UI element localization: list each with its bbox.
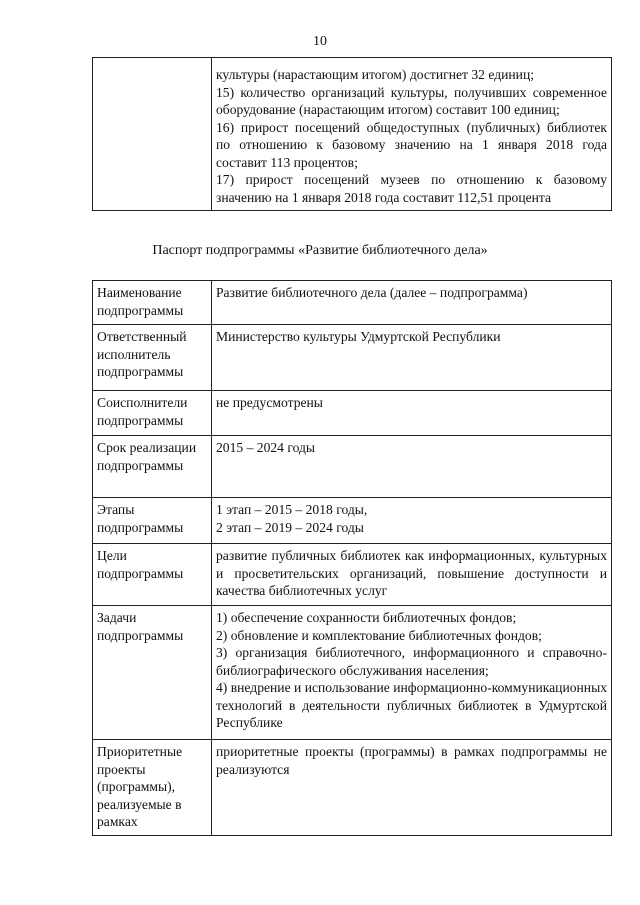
- row-content: [212, 606, 612, 740]
- row-content-line: 4) внедрение и использование информационно-коммуникационных технологий в деятельности публичных библиотек в Удмуртской Республике: [216, 680, 607, 730]
- row-content-line: Развитие библиотечного дела (далее – подпрограмма): [216, 285, 528, 300]
- row-content-line: Министерство культуры Удмуртской Республики: [216, 329, 501, 344]
- row-content: [212, 281, 612, 325]
- row-label: Цели подпрограммы: [93, 544, 212, 606]
- table-row: [93, 498, 612, 544]
- continuation-line: 17) прирост посещений музеев по отношению к базовому значению на 1 января 2018 года составит 112,51 процента: [216, 172, 607, 205]
- row-content: [212, 740, 612, 836]
- row-content: [212, 544, 612, 606]
- table-row: [93, 325, 612, 391]
- continuation-line: культуры (нарастающим итогом) достигнет 32 единиц;: [216, 67, 534, 82]
- row-label: Этапы подпрограммы: [93, 498, 212, 544]
- row-content-line: 2) обновление и комплектование библиотечных фондов;: [216, 627, 542, 643]
- row-label: Наименование подпрограммы: [93, 281, 212, 325]
- table-row: [93, 281, 612, 325]
- table-row: [93, 544, 612, 606]
- table-row: [93, 606, 612, 740]
- continuation-content-cell: [212, 58, 612, 211]
- row-content-line: 2 этап – 2019 – 2024 годы: [216, 519, 364, 535]
- row-content: [212, 436, 612, 498]
- page-number: 10: [313, 34, 327, 49]
- passport-table: [92, 280, 612, 836]
- row-content-line: развитие публичных библиотек как информационных, культурных и просветительских организаций, повышение доступности и качества библиотечных услуг: [216, 548, 607, 598]
- row-label: Задачи подпрограммы: [93, 606, 212, 740]
- row-label: Ответственный исполнитель подпрограммы: [93, 325, 212, 391]
- empty-label-cell: [93, 58, 212, 211]
- row-content: [212, 391, 612, 436]
- continuation-table: [92, 57, 612, 211]
- row-label: Приоритетные проекты (программы), реализуемые в рамках: [93, 740, 212, 836]
- row-label: Срок реализации подпрограммы: [93, 436, 212, 498]
- row-content-line: приоритетные проекты (программы) в рамках подпрограммы не реализуются: [216, 744, 607, 777]
- row-label: Соисполнители подпрограммы: [93, 391, 212, 436]
- row-content: [212, 498, 612, 544]
- table-row: [93, 391, 612, 436]
- row-content-line: 1) обеспечение сохранности библиотечных фондов;: [216, 610, 517, 625]
- row-content-line: 2015 – 2024 годы: [216, 440, 316, 455]
- row-content-line: 1 этап – 2015 – 2018 годы,: [216, 502, 368, 517]
- table-row: [93, 740, 612, 836]
- table-row: [93, 436, 612, 498]
- row-content: [212, 325, 612, 391]
- table-row: [93, 58, 612, 211]
- row-content-line: 3) организация библиотечного, информационного и справочно-библиографического обслуживания населения;: [216, 645, 607, 678]
- passport-title: Паспорт подпрограммы «Развитие библиотечного дела»: [152, 243, 488, 258]
- row-content-line: не предусмотрены: [216, 395, 323, 410]
- continuation-line: 15) количество организаций культуры, получивших современное оборудование (нарастающим итогом) составит 100 единиц;: [216, 84, 607, 117]
- continuation-line: 16) прирост посещений общедоступных (публичных) библиотек по отношению к базовому значению на 1 января 2018 года составит 113 процентов;: [216, 119, 607, 170]
